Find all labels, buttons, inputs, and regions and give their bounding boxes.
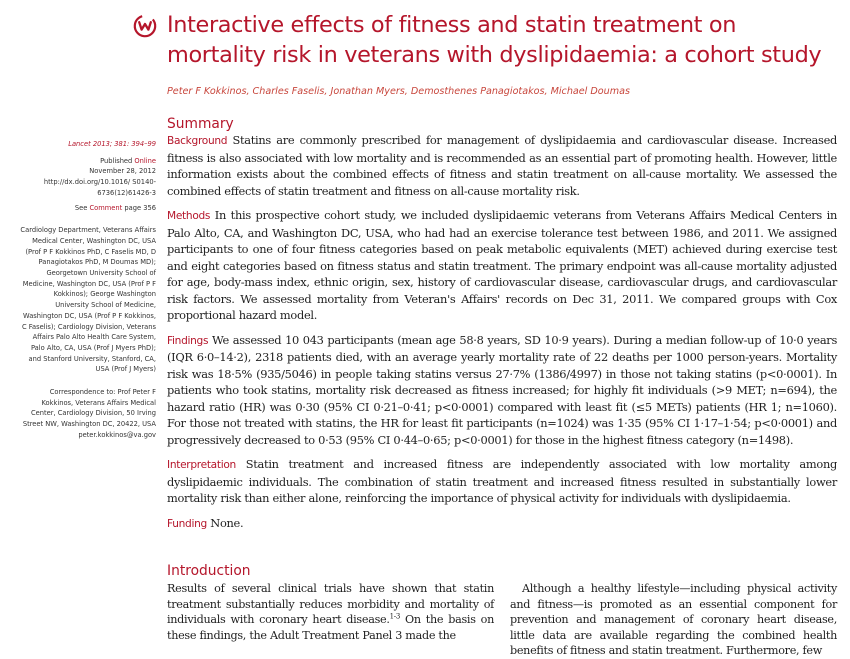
- interpretation-text: Statin treatment and increased fitness are independently associated with low mortality among dyslipidaemic individuals. The combination of statin treatment and increased fitness resulted in substantially lower mortality risk than either alone, reinforcing the importance of physical activity for individuals with dyslipidaemia.: [167, 457, 837, 505]
- article-sidebar: [18, 139, 156, 441]
- see-suffix: page 356: [122, 203, 156, 212]
- findings-text: We assessed 10 043 participants (mean age 58·8 years, SD 10·9 years). During a median follow-up of 10·0 years (IQR 6·0–14·2), 2318 patients died, with an average yearly mortality rate of 22 deaths per 1000 person-years. Mortality risk was 18·5% (935/5046) in people taking statins versus 27·7% (1386/4997) in those not taking statins (p<0·0001). In patients who took statins, mortality risk decreased as fitness increased; for highly fit individuals (>9 MET; n=694), the hazard ratio (HR) was 0·30 (95% CI 0·21–0·41; p<0·0001) compared with least fit (≤5 METs) patients (HR 1; n=1060). For those not treated with statins, the HR for least fit participants (n=1024) was 1·35 (95% CI 1·17–1·54; p<0·0001) and progressively decreased to 0·53 (95% CI 0·44–0·65; p<0·0001) for those in the highest fitness category (n=1498).: [167, 332, 837, 447]
- interpretation-paragraph: [167, 456, 837, 507]
- funding-label: Funding: [167, 517, 207, 530]
- author-list: Peter F Kokkinos, Charles Faselis, Jonathan Myers, Demosthenes Panagiotakos, Michael Doumas: [167, 86, 630, 97]
- introduction-left-text: Results of several clinical trials have shown that statin treatment substantially reduces morbidity and mortality of individuals with coronary heart disease.: [167, 582, 494, 627]
- introduction-left-continuation: On the basis on these findings, the Adult Treatment Panel 3 made the: [167, 613, 494, 642]
- background-label: Background: [167, 135, 228, 147]
- lancet-w-logo-icon: [133, 14, 157, 38]
- introduction-heading: Introduction: [167, 563, 251, 579]
- background-paragraph: [167, 132, 837, 199]
- published-online-link[interactable]: Online: [134, 156, 156, 165]
- methods-paragraph: [167, 207, 837, 324]
- introduction-right-column: Although a healthy lifestyle—including physical activity and fitness—is promoted as an essential component for prevention and management of coronary heart disease, little data are available regarding the combined health benefits of fitness and statin treatment. Furthermore, few: [510, 582, 837, 658]
- summary-heading: Summary: [167, 116, 234, 132]
- interpretation-label: Interpretation: [167, 459, 236, 471]
- comment-link[interactable]: Comment: [89, 203, 123, 212]
- findings-label: Findings: [167, 334, 209, 347]
- article-title: Interactive effects of fitness and statin treatment on mortality risk in veterans with dyslipidaemia: a cohort study: [167, 12, 822, 68]
- methods-label: Methods: [167, 210, 211, 222]
- see-comment-line: [18, 203, 156, 214]
- background-text: Statins are commonly prescribed for management of dyslipidaemia and cardiovascular disease. Increased fitness is also associated with low mortality and is recommended as an essential part of promoting health. However, little information exists about the combined effects of fitness and statin treatment on all-cause mortality. We assessed the combined effects of statin treatment and fitness on all-cause mortality risk.: [167, 133, 837, 198]
- introduction-columns: [167, 581, 837, 659]
- journal-citation: Lancet 2013; 381: 394–99: [68, 140, 156, 148]
- published-date: November 28, 2012: [89, 167, 156, 176]
- funding-text: None.: [206, 515, 244, 530]
- correspondence: Correspondence to: Prof Peter F Kokkinos, Veterans Affairs Medical Center, Cardiology Division, 50 Irving Street NW, Washington DC, 20422, USA peter.kokkinos@va.gov: [22, 388, 156, 439]
- see-prefix: See: [74, 203, 90, 212]
- published-prefix: Published: [100, 156, 135, 165]
- published-line: [18, 156, 156, 167]
- introduction-left-column: [167, 581, 494, 659]
- findings-paragraph: [167, 332, 837, 449]
- author-affiliations: Cardiology Department, Veterans Affairs Medical Center, Washington DC, USA (Prof P F Kokkinos PhD, C Faselis MD, D Panagiotakos PhD, M Doumas MD); Georgetown University School of Medicine, Washington DC, USA (Prof P F Kokkinos); George Washington University School of Medicine, Washington DC, USA (Prof P F Kokkinos, C Faselis); Cardiology Division, Veterans Affairs Palo Alto Health Care System, Palo Alto, CA, USA (Prof J Myers PhD); and Stanford University, Stanford, CA, USA (Prof J Myers): [20, 226, 156, 374]
- introduction-section: [167, 563, 837, 659]
- funding-paragraph: [167, 515, 837, 533]
- summary-section: [167, 116, 837, 532]
- reference-marker[interactable]: 1-3: [389, 612, 400, 621]
- methods-text: In this prospective cohort study, we included dyslipidaemic veterans from Veterans Affairs Medical Centers in Palo Alto, CA, and Washington DC, USA, who had had an exercise tolerance test between 1986, and 2011. We assigned participants to one of four fitness categories based on peak metabolic equivalents (MET) achieved during exercise test and eight categories based on fitness status and statin treatment. The primary endpoint was all-cause mortality adjusted for age, body-mass index, ethnic origin, sex, history of cardiovascular disease, cardiovascular drugs, and cardiovascular risk factors. We assessed mortality from Veteran's Affairs' records on Dec 31, 2011. We compared groups with Cox proportional hazard model.: [167, 208, 837, 322]
- doi-link[interactable]: http://dx.doi.org/10.1016/ S0140-6736(12)61426-3: [43, 178, 156, 197]
